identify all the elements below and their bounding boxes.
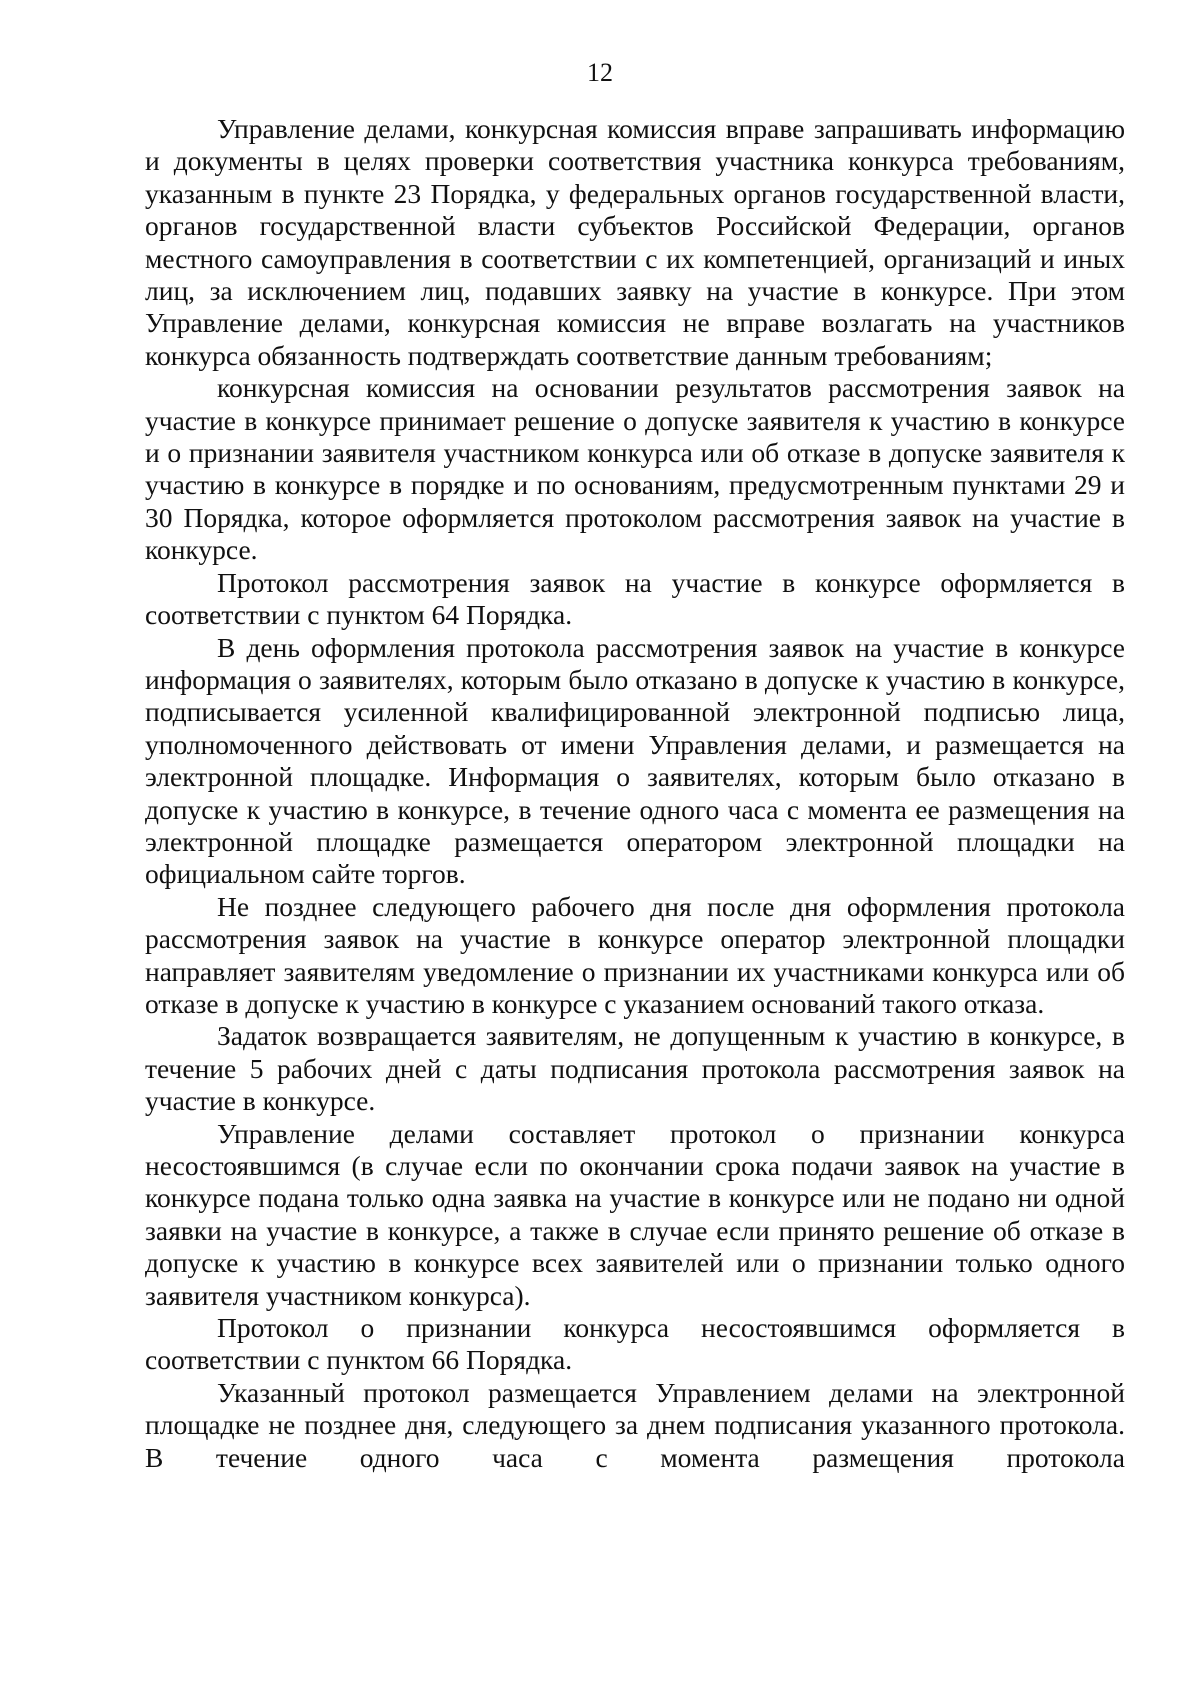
page-number: 12 [587,58,613,87]
paragraph-protocol-publication: Указанный протокол размещается Управлением делами на электронной площадке не позднее дня, следующего за днем подписания указанного протокола. В течение одного часа с момента размещения протокола [145,1376,1125,1473]
paragraph-review-protocol: Протокол рассмотрения заявок на участие в конкурсе оформляется в соответствии с пунктом 64 Порядка. [145,566,1125,631]
paragraph-request-information: Управление делами, конкурсная комиссия вправе запрашивать информацию и документы в целях проверки соответствия участника конкурса требованиям, указанным в пункте 23 Порядка, у федеральных органов государственной власти, органов государственной власти субъектов Российской Федерации, органов местного самоуправления в соответствии с их компетенцией, организаций и иных лиц, за исключением лиц, подавших заявку на участие в конкурсе. При этом Управление делами, конкурсная комиссия не вправе возлагать на участников конкурса обязанность подтверждать соответствие данным требованиям; [145,113,1125,371]
paragraph-rejected-applicants-info: В день оформления протокола рассмотрения заявок на участие в конкурсе информация о заявителях, которым было отказано в допуске к участию в конкурсе, подписывается усиленной квалифицированной электронной подписью лица, уполномоченного действовать от имени Управления делами, и размещается на электронной площадке. Информация о заявителях, которым было отказано в допуске к участию в конкурсе, в течение одного часа с момента ее размещения на электронной площадке размещается оператором электронной площадки на официальном сайте торгов. [145,631,1125,890]
document-body [145,113,1125,1474]
paragraph-operator-notification: Не позднее следующего рабочего дня после дня оформления протокола рассмотрения заявок на участие в конкурсе оператор электронной площадки направляет заявителям уведомление о признании их участниками конкурса или об отказе в допуске к участию в конкурсе с указанием оснований такого отказа. [145,890,1125,1019]
paragraph-commission-decision: конкурсная комиссия на основании результатов рассмотрения заявок на участие в конкурсе принимает решение о допуске заявителя к участию в конкурсе и о признании заявителя участником конкурса или об отказе в допуске заявителя к участию в конкурсе в порядке и по основаниям, предусмотренным пунктами 29 и 30 Порядка, которое оформляется протоколом рассмотрения заявок на участие в конкурсе. [145,372,1125,566]
paragraph-failed-competition-protocol: Управление делами составляет протокол о признании конкурса несостоявшимся (в случае если по окончании срока подачи заявок на участие в конкурсе подана только одна заявка на участие в конкурсе или не подано ни одной заявки на участие в конкурсе, а также в случае если принято решение об отказе в допуске к участию в конкурсе всех заявителей или о признании только одного заявителя участником конкурса). [145,1117,1125,1311]
paragraph-failed-protocol-format: Протокол о признании конкурса несостоявшимся оформляется в соответствии с пунктом 66 Порядка. [145,1312,1125,1376]
paragraph-deposit-return: Задаток возвращается заявителям, не допущенным к участию в конкурсе, в течение 5 рабочих дней с даты подписания протокола рассмотрения заявок на участие в конкурсе. [145,1020,1125,1117]
